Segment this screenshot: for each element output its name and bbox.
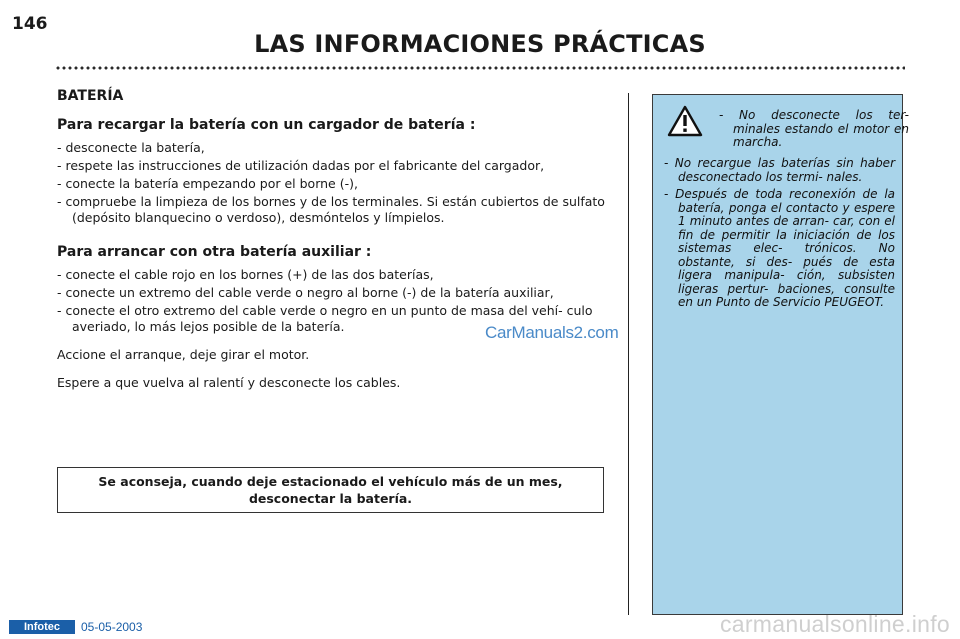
recharge-heading: Para recargar la batería con un cargador de batería : xyxy=(57,117,476,133)
list-item: - respete las instrucciones de utilización dadas por el fabricante del cargador, xyxy=(57,158,545,173)
warning-list xyxy=(664,157,895,314)
recharge-list xyxy=(57,140,609,226)
dotted-rule xyxy=(55,66,905,70)
list-item: - conecte el otro extremo del cable verde o negro en un punto de masa del vehí- culo averiado, lo más lejos posible de la batería. xyxy=(57,303,593,334)
jumpstart-para-1: Accione el arranque, deje girar el motor. xyxy=(57,347,310,362)
advice-line-2: desconectar la batería. xyxy=(248,491,413,506)
main-content xyxy=(57,88,609,391)
list-item: - compruebe la limpieza de los bornes y de los terminales. Si están cubiertos de sulfato (depósito blanquecino o verdoso), desmóntelos y límpielos. xyxy=(57,194,605,225)
warning-triangle-icon xyxy=(667,105,703,137)
list-item: - desconecte la batería, xyxy=(57,140,205,155)
advice-box xyxy=(57,467,604,513)
warning-item: - No desconecte los ter- minales estando el motor en marcha. xyxy=(719,108,909,149)
warning-panel xyxy=(652,94,909,615)
warning-item: - No recargue las baterías sin haber desconectado los termi- nales. xyxy=(664,156,895,184)
page-title: LAS INFORMACIONES PRÁCTICAS xyxy=(254,30,706,58)
warning-item: - Después de toda reconexión de la batería, ponga el contacto y espere 1 minuto antes de arran- car, con el fin de permitir la iniciación de los sistemas elec- trónicos. No obstante, si des- pués de esta ligera manipula- ción, subsisten ligeras pertur- baciones, consulte en un Punto de Servicio PEUGEOT. xyxy=(664,187,895,309)
list-item: - conecte un extremo del cable verde o negro al borne (-) de la batería auxiliar, xyxy=(57,285,554,300)
section-title: BATERÍA xyxy=(57,88,124,104)
page-number: 146 xyxy=(12,14,48,34)
jumpstart-heading: Para arrancar con otra batería auxiliar : xyxy=(57,244,372,260)
advice-line-1: Se aconseja, cuando deje estacionado el vehículo más de un mes, xyxy=(98,474,563,489)
carmanuals-watermark: CarManuals2.com xyxy=(485,323,619,342)
infotec-logo: Infotec xyxy=(9,620,75,634)
jumpstart-para-2: Espere a que vuelva al ralentí y desconecte los cables. xyxy=(57,375,401,390)
footer-watermark: carmanualsonline.info xyxy=(719,611,950,637)
list-item: - conecte el cable rojo en los bornes (+) de las dos baterías, xyxy=(57,267,434,282)
list-item: - conecte la batería empezando por el borne (-), xyxy=(57,176,358,191)
column-divider xyxy=(628,93,629,615)
footer-date: 05-05-2003 xyxy=(81,620,143,634)
